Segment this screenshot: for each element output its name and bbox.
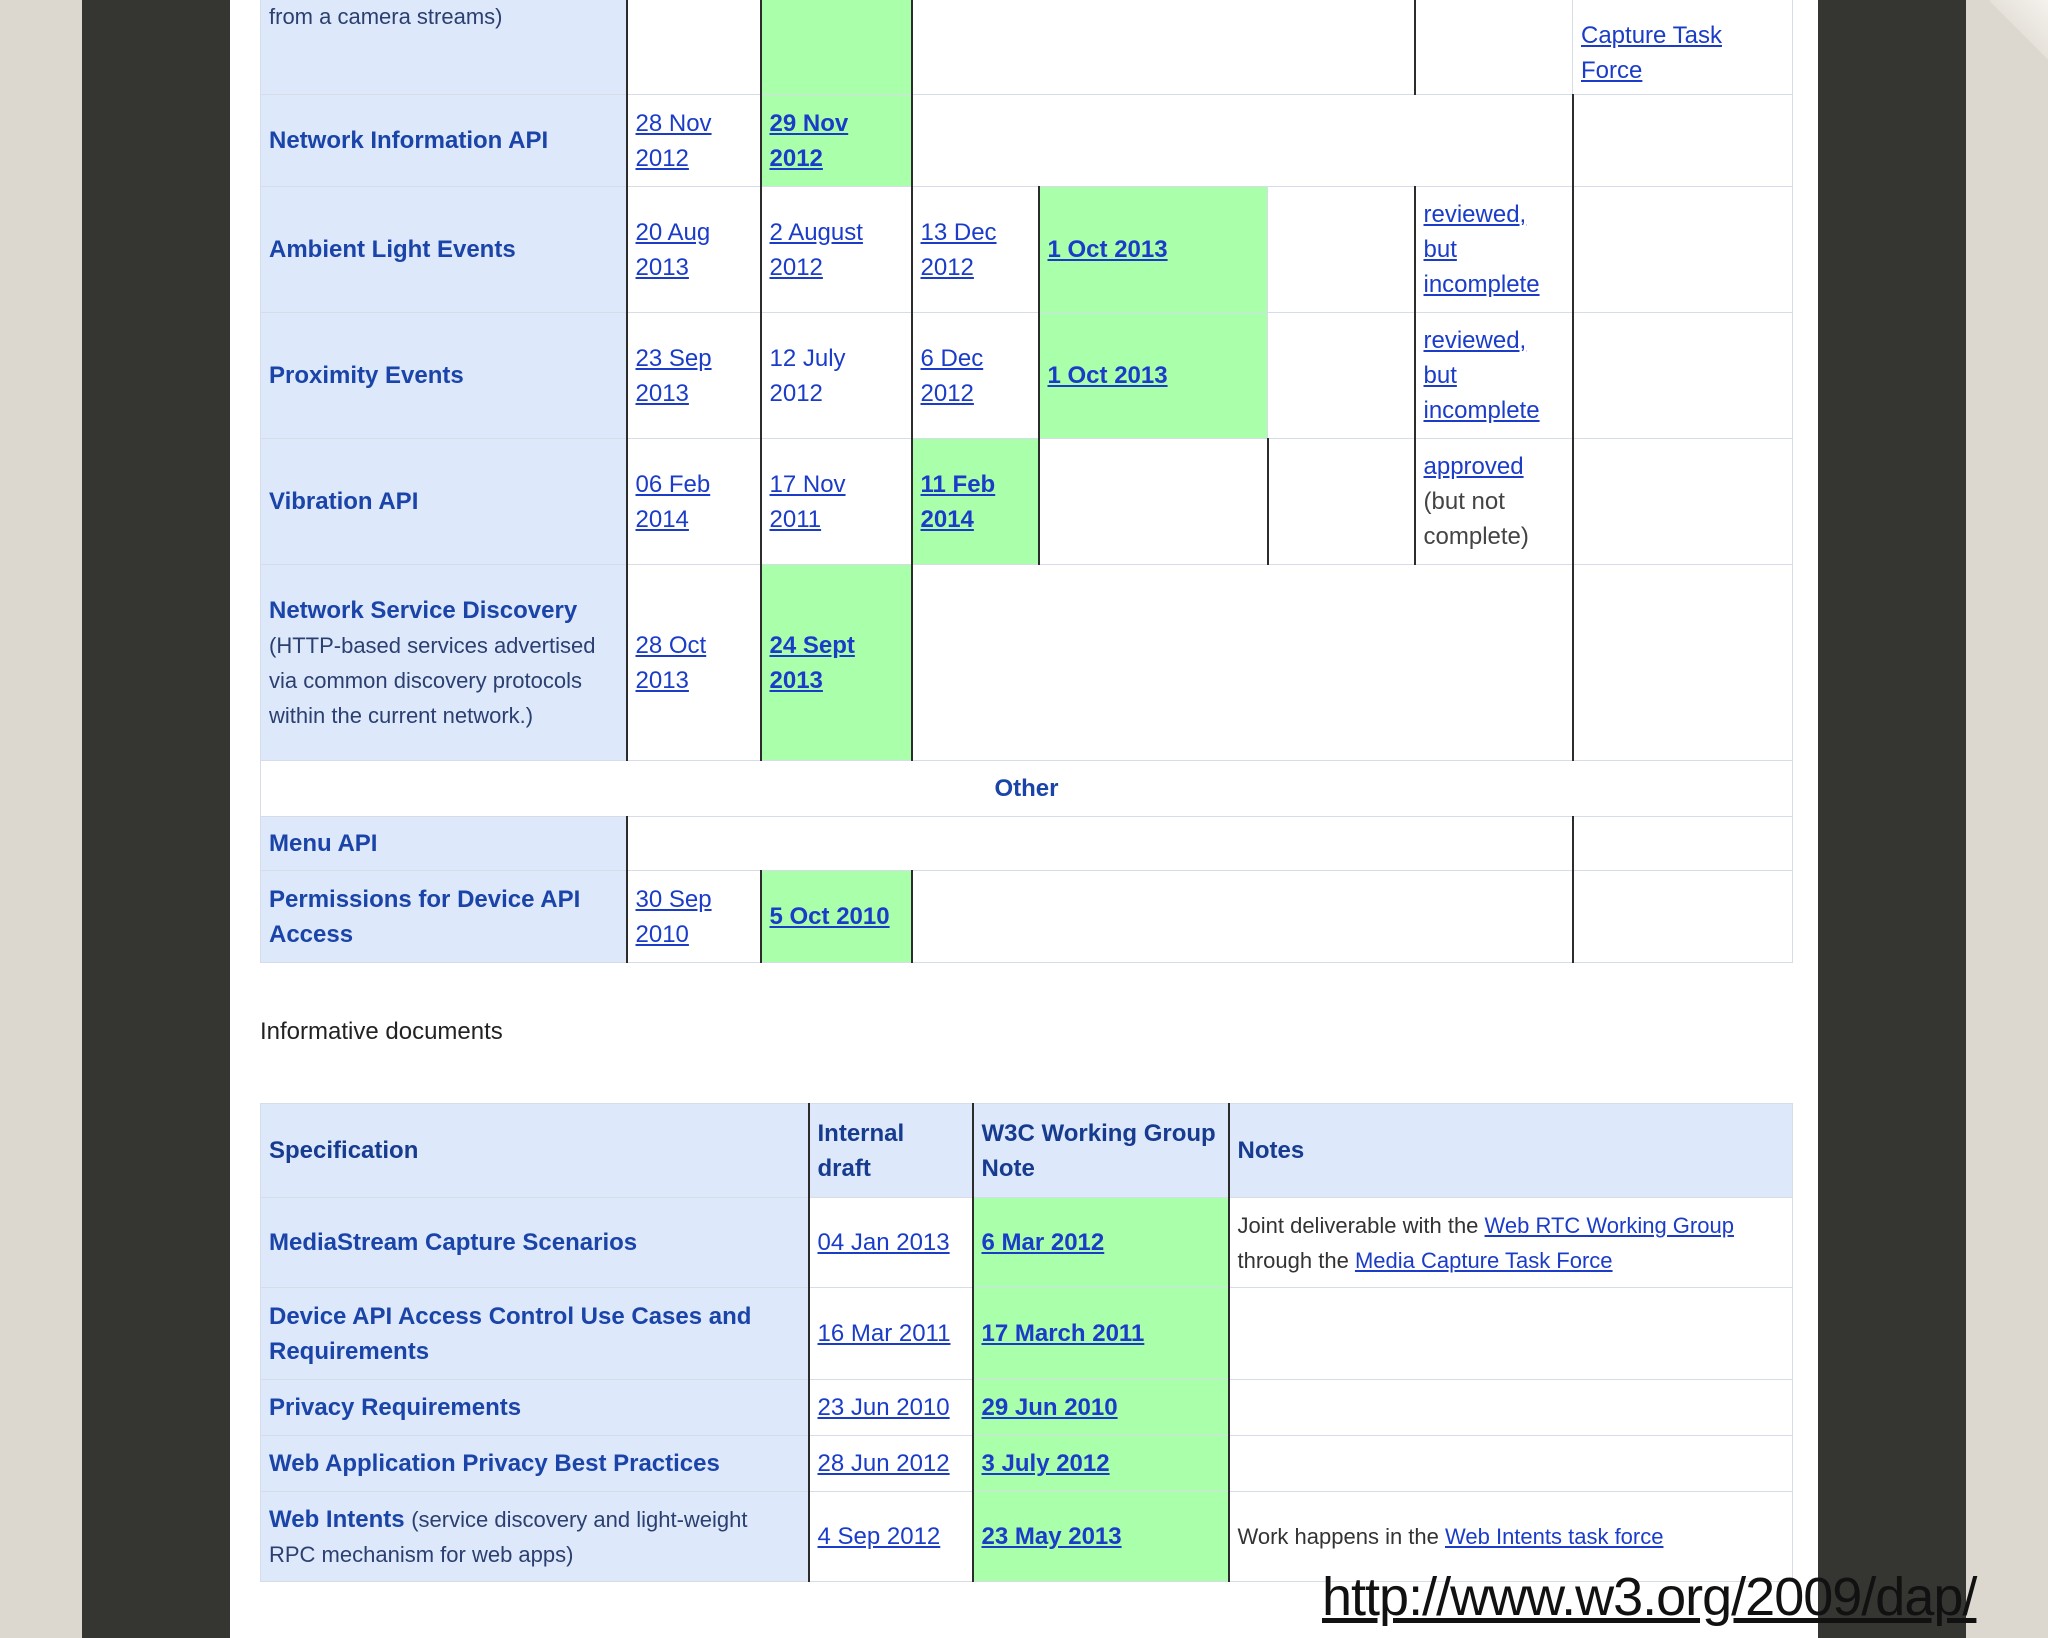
date-link[interactable]: 17 Nov 2011 xyxy=(769,470,846,533)
review-status-note: (but not complete) xyxy=(1423,488,1529,550)
spec-description: (HTTP-based services advertised via common discovery protocols within the current network.) xyxy=(269,632,596,728)
table-row xyxy=(261,565,1793,761)
date-link[interactable]: 17 March 2011 xyxy=(981,1320,1145,1347)
review-status-link[interactable]: approved xyxy=(1423,453,1524,480)
slide-background-left xyxy=(0,0,82,1638)
table-row xyxy=(261,187,1793,313)
date-link[interactable]: 1 Oct 2013 xyxy=(1047,362,1168,389)
date-link[interactable]: 28 Oct 2013 xyxy=(635,631,707,694)
spec-name: Vibration API xyxy=(261,439,627,565)
column-header: Specification xyxy=(261,1104,809,1198)
review-status-link[interactable]: reviewed, but incomplete xyxy=(1423,327,1540,424)
table-row xyxy=(261,95,1793,187)
date-text: 12 July 2012 xyxy=(769,344,846,407)
date-link[interactable]: 23 Sep 2013 xyxy=(635,344,712,407)
table-row xyxy=(261,0,1793,95)
date-link[interactable]: 6 Dec 2012 xyxy=(920,344,984,407)
date-link[interactable]: 28 Jun 2012 xyxy=(817,1450,950,1477)
notes-link[interactable]: Capture Task xyxy=(1581,22,1722,49)
table-row xyxy=(261,313,1793,439)
date-link[interactable]: 2 August 2012 xyxy=(769,218,863,281)
date-link[interactable]: 23 Jun 2010 xyxy=(817,1394,950,1421)
date-link[interactable]: 5 Oct 2010 xyxy=(769,903,890,930)
column-header: Internal draft xyxy=(809,1104,973,1198)
date-link[interactable]: 16 Mar 2011 xyxy=(817,1320,951,1347)
date-link[interactable]: 4 Sep 2012 xyxy=(817,1523,941,1550)
spec-description: from a camera streams) xyxy=(269,4,503,29)
date-link[interactable]: 3 July 2012 xyxy=(981,1450,1110,1477)
date-link[interactable]: 28 Nov 2012 xyxy=(635,109,712,172)
column-header: W3C Working Group Note xyxy=(973,1104,1229,1198)
date-link[interactable]: 24 Sept 2013 xyxy=(769,631,855,694)
table-row xyxy=(261,439,1793,565)
table-header-row xyxy=(261,1104,1793,1198)
date-link[interactable]: 29 Nov 2012 xyxy=(769,109,849,172)
notes-link[interactable]: Force xyxy=(1581,57,1643,84)
spec-description: (service discovery and light-weight RPC mechanism for web apps) xyxy=(269,1506,748,1567)
table-row xyxy=(261,1436,1793,1492)
table-row xyxy=(261,1198,1793,1288)
date-link[interactable]: 11 Feb 2014 xyxy=(920,470,996,533)
informative-documents-table xyxy=(260,1103,1793,1582)
table-row xyxy=(261,1380,1793,1436)
review-status-link[interactable]: reviewed, but incomplete xyxy=(1423,201,1540,298)
date-link[interactable]: 30 Sep 2010 xyxy=(635,885,712,948)
spec-name: Menu API xyxy=(261,817,627,871)
date-link[interactable]: 20 Aug 2013 xyxy=(635,218,711,281)
table-section-row xyxy=(261,761,1793,817)
notes-text: Joint deliverable with the xyxy=(1237,1212,1485,1238)
table-row xyxy=(261,871,1793,963)
date-link[interactable]: 04 Jan 2013 xyxy=(817,1229,950,1256)
notes-link[interactable]: Media Capture Task Force xyxy=(1354,1247,1613,1273)
browser-screen xyxy=(230,0,1818,1638)
spec-name: Ambient Light Events xyxy=(261,187,627,313)
spec-name: Network Information API xyxy=(261,95,627,187)
source-url-caption: http://www.w3.org/2009/dap/ xyxy=(1322,1567,1977,1627)
spec-name: Web Application Privacy Best Practices xyxy=(261,1436,809,1492)
notes-link[interactable]: Web Intents task force xyxy=(1445,1524,1664,1549)
spec-name: Web Intents xyxy=(269,1505,405,1533)
spec-name: Network Service Discovery xyxy=(269,596,578,624)
spec-name: Permissions for Device API Access xyxy=(261,871,627,963)
slide-background-right xyxy=(1966,0,2048,1638)
date-link[interactable]: 1 Oct 2013 xyxy=(1047,236,1168,263)
spec-status-table xyxy=(260,0,1793,963)
date-link[interactable]: 13 Dec 2012 xyxy=(920,218,997,281)
notes-link[interactable]: Web RTC Working Group xyxy=(1484,1212,1734,1238)
spec-name: MediaStream Capture Scenarios xyxy=(261,1198,809,1288)
spec-name: Proximity Events xyxy=(261,313,627,439)
section-label: Other xyxy=(261,761,1793,817)
column-header: Notes xyxy=(1229,1104,1793,1198)
spec-name: Device API Access Control Use Cases and Requirements xyxy=(261,1288,809,1380)
section-heading: Informative documents xyxy=(260,1018,503,1045)
date-link[interactable]: 06 Feb 2014 xyxy=(635,470,711,533)
notes-text: Work happens in the xyxy=(1237,1524,1445,1549)
date-link[interactable]: 23 May 2013 xyxy=(981,1523,1122,1550)
table-row xyxy=(261,817,1793,871)
spec-name: Privacy Requirements xyxy=(261,1380,809,1436)
date-link[interactable]: 6 Mar 2012 xyxy=(981,1229,1105,1256)
table-row xyxy=(261,1288,1793,1380)
date-link[interactable]: 29 Jun 2010 xyxy=(981,1394,1118,1421)
notes-text: through the xyxy=(1237,1247,1355,1273)
